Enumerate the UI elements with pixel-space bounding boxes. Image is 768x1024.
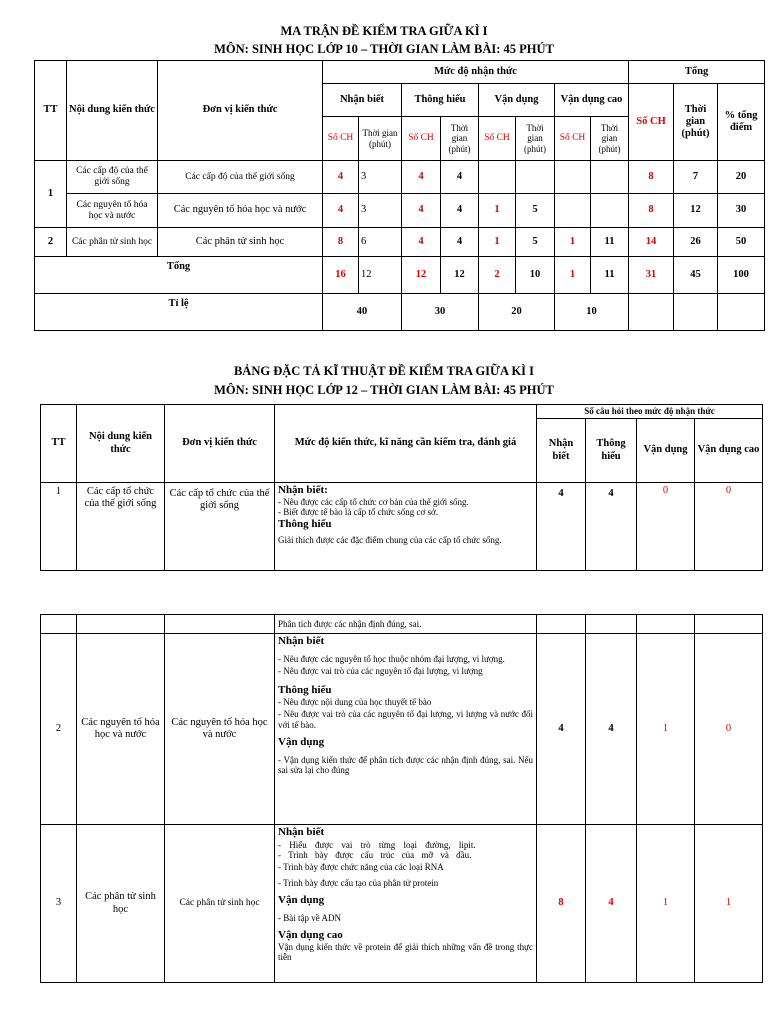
spec-cell-description <box>275 825 537 983</box>
matrix-cell-tong-thoigian: 12 <box>674 194 718 228</box>
spec-table-continued <box>40 614 763 983</box>
spec-header-thonghieu: Thông hiểu <box>586 419 637 483</box>
matrix-cell-noidung: Các cấp độ của thế giới sống <box>67 161 158 194</box>
matrix-cell-tt: 2 <box>35 228 67 257</box>
matrix-cell: 4 <box>402 194 441 228</box>
spec-title: BẢNG ĐẶC TẢ KĨ THUẬT ĐỀ KIỂM TRA GIỮA KÌ I <box>233 364 535 378</box>
spec-level-heading: Thông hiểu <box>278 684 332 697</box>
matrix-cell: 4 <box>323 194 359 228</box>
matrix-ratio-cell: 30 <box>402 294 479 331</box>
spec-cell-tt: 2 <box>41 634 77 825</box>
matrix-cell: 4 <box>441 161 479 194</box>
matrix-cell-noidung: Các phân tử sinh học <box>67 228 158 257</box>
spec-header-tt: TT <box>41 405 77 483</box>
matrix-title: MA TRẬN ĐỀ KIỂM TRA GIỮA KÌ I <box>280 24 488 38</box>
matrix-cell-tt: 1 <box>35 161 67 228</box>
matrix-level-nhanbiet: Nhận biết <box>323 84 402 117</box>
spec-line: - Hiểu được vai trò từng loại đường, lipit. <box>278 839 476 850</box>
spec-cell-vandung: 1 <box>637 825 695 983</box>
spec-level-heading: Thông hiểu <box>278 518 332 531</box>
matrix-total-cell: 12 <box>359 257 402 294</box>
matrix-cell <box>591 161 629 194</box>
spec-cell-description <box>275 615 537 634</box>
matrix-header-donvi: Đơn vị kiến thức <box>158 61 323 161</box>
matrix-cell: 3 <box>359 161 402 194</box>
matrix-cell: 11 <box>591 228 629 257</box>
spec-level-heading: Nhận biết <box>278 635 325 647</box>
spec-cell-tt: 1 <box>41 483 77 571</box>
matrix-soch-header: Số CH <box>323 117 359 161</box>
matrix-cell: 1 <box>479 194 516 228</box>
matrix-header-noidung: Nội dung kiến thức <box>67 61 158 161</box>
spec-table <box>40 404 763 571</box>
matrix-cell: 4 <box>441 194 479 228</box>
matrix-cell-tong-thoigian: 26 <box>674 228 718 257</box>
matrix-thoigian-header: Thời gian (phút) <box>516 117 555 161</box>
spec-cell-empty <box>695 615 763 634</box>
matrix-soch-header: Số CH <box>555 117 591 161</box>
spec-line: - Nêu được vai trò của các nguyên tố đại lượng, vi lượng và nước đối với tế bào. <box>278 709 533 730</box>
matrix-total-cell: 11 <box>591 257 629 294</box>
spec-level-heading: Vận dụng <box>278 894 325 907</box>
spec-cell-tt: 3 <box>41 825 77 983</box>
spec-cell-thonghieu: 4 <box>586 825 637 983</box>
matrix-cell <box>479 161 516 194</box>
spec-header-noidung: Nội dung kiến thức <box>77 405 165 483</box>
spec-line: - Biết được tế bào là cấp tổ chức sống cơ sở. <box>278 506 438 517</box>
matrix-cell: 3 <box>359 194 402 228</box>
matrix-cell-noidung: Các nguyên tố hóa học và nước <box>67 194 158 228</box>
spec-row <box>41 634 763 825</box>
spec-line: - Trình bày được cấu trúc của mỡ và dầu. <box>278 849 472 860</box>
spec-header-vandungcao: Vận dụng cao <box>695 419 763 483</box>
spec-line: - Trình bày được cấu tạo của phân tử protein <box>278 877 439 888</box>
spec-row <box>41 483 763 571</box>
spec-line: - Nêu được các cấp tổ chức cơ bản của thế giới sống. <box>278 496 469 507</box>
spec-cell-noidung: Các cấp tổ chức của thế giới sống <box>77 483 165 571</box>
spec-cell-vandung: 1 <box>637 634 695 825</box>
matrix-cell <box>555 161 591 194</box>
matrix-cell-tong-thoigian: 7 <box>674 161 718 194</box>
spec-header-donvi: Đơn vị kiến thức <box>165 405 275 483</box>
matrix-level-vandung: Vận dụng <box>479 84 555 117</box>
spec-cell-vandungcao: 1 <box>695 825 763 983</box>
spec-line: - Trình bày được chức năng của các loại RNA <box>278 862 444 873</box>
spec-row <box>41 615 763 634</box>
spec-row <box>41 825 763 983</box>
spec-cell-description <box>275 483 537 571</box>
spec-line: Phân tích được các nhận định đúng, sai. <box>278 618 422 629</box>
matrix-row <box>35 194 765 228</box>
spec-cell-empty <box>77 615 165 634</box>
matrix-header-tt: TT <box>35 61 67 161</box>
spec-header-mucdo: Mức độ kiến thức, kĩ năng cần kiểm tra, đánh giá <box>275 405 537 483</box>
matrix-ratio-label: Tỉ lệ <box>35 294 323 331</box>
matrix-thoigian-header: Thời gian (phút) <box>591 117 629 161</box>
matrix-cell-donvi: Các phân tử sinh học <box>158 228 323 257</box>
matrix-ratio-cell: 40 <box>323 294 402 331</box>
spec-line: Giải thích được các đặc điểm chung của các cấp tổ chức sống. <box>278 534 502 545</box>
matrix-cell: 5 <box>516 194 555 228</box>
spec-level-heading: Vận dụng cao <box>278 929 343 941</box>
spec-line: Vận dụng kiến thức về protein để giải thích những vấn đề trong thực tiễn <box>278 941 533 962</box>
matrix-ratio-cell: 20 <box>479 294 555 331</box>
spec-cell-empty <box>637 615 695 634</box>
matrix-total-cell: 16 <box>323 257 359 294</box>
matrix-soch-header: Số CH <box>479 117 516 161</box>
matrix-cell-tong-diem: 50 <box>718 228 765 257</box>
matrix-total-cell: 1 <box>555 257 591 294</box>
matrix-header-tong: Tổng <box>629 61 765 84</box>
matrix-cell-donvi: Các cấp độ của thế giới sống <box>158 161 323 194</box>
matrix-cell: 1 <box>479 228 516 257</box>
spec-level-heading: Nhận biết <box>278 826 325 838</box>
spec-cell-empty <box>537 615 586 634</box>
spec-cell-nhanbiet: 8 <box>537 825 586 983</box>
matrix-ratio-empty <box>674 294 718 331</box>
matrix-soch-header: Số CH <box>402 117 441 161</box>
matrix-ratio-empty <box>718 294 765 331</box>
matrix-row <box>35 161 765 194</box>
spec-cell-noidung: Các phân tử sinh học <box>77 825 165 983</box>
matrix-total-soch: 31 <box>629 257 674 294</box>
spec-cell-donvi: Các cấp tổ chức của thế giới sống <box>165 483 275 571</box>
spec-cell-nhanbiet: 4 <box>537 634 586 825</box>
spec-line: - Nêu được vai trò của các nguyên tố đại lượng, vi lượng <box>278 665 483 676</box>
matrix-total-label: Tổng <box>35 257 323 294</box>
spec-level-heading: Vận dụng <box>278 736 325 748</box>
matrix-table <box>34 60 765 331</box>
matrix-subtitle: MÔN: SINH HỌC LỚP 10 – THỜI GIAN LÀM BÀI: 45 PHÚT <box>214 42 554 56</box>
spec-cell-empty <box>41 615 77 634</box>
matrix-thoigian-header: Thời gian (phút) <box>359 117 402 161</box>
matrix-level-thonghieu: Thông hiểu <box>402 84 479 117</box>
spec-cell-noidung: Các nguyên tố hóa học và nước <box>77 634 165 825</box>
spec-line: - Vận dụng kiến thức để phân tích được các nhận định đúng, sai. Nếu sai sửa lại cho đúng <box>278 754 533 775</box>
matrix-cell: 1 <box>555 228 591 257</box>
spec-cell-thonghieu: 4 <box>586 634 637 825</box>
spec-cell-vandungcao: 0 <box>695 634 763 825</box>
spec-cell-thonghieu: 4 <box>586 483 637 571</box>
spec-cell-vandungcao: 0 <box>695 483 763 571</box>
matrix-thoigian-header: Thời gian (phút) <box>441 117 479 161</box>
matrix-cell-tong-soch: 14 <box>629 228 674 257</box>
matrix-cell: 4 <box>441 228 479 257</box>
matrix-total-thoigian: 45 <box>674 257 718 294</box>
spec-cell-empty <box>586 615 637 634</box>
matrix-cell <box>555 194 591 228</box>
matrix-cell-tong-soch: 8 <box>629 161 674 194</box>
spec-cell-donvi: Các nguyên tố hóa học và nước <box>165 634 275 825</box>
matrix-tong-thoigian-header: Thời gian (phút) <box>674 84 718 161</box>
spec-cell-empty <box>165 615 275 634</box>
matrix-header-mucdo: Mức độ nhận thức <box>323 61 629 84</box>
spec-line: - Nêu được các nguyên tố học thuộc nhóm đại lượng, vi lượng. <box>278 653 505 664</box>
matrix-total-cell: 12 <box>441 257 479 294</box>
matrix-total-row <box>35 257 765 294</box>
matrix-row <box>35 228 765 257</box>
spec-header-socau: Số câu hỏi theo mức độ nhận thức <box>537 405 763 419</box>
matrix-total-diem: 100 <box>718 257 765 294</box>
spec-cell-donvi: Các phân tử sinh học <box>165 825 275 983</box>
matrix-cell: 4 <box>402 228 441 257</box>
matrix-total-cell: 10 <box>516 257 555 294</box>
spec-subtitle: MÔN: SINH HỌC LỚP 12 – THỜI GIAN LÀM BÀI: 45 PHÚT <box>214 383 554 397</box>
spec-level-heading: Nhận biết: <box>278 484 328 496</box>
matrix-total-cell: 2 <box>479 257 516 294</box>
matrix-cell: 8 <box>323 228 359 257</box>
spec-line: - Nêu được nội dung của học thuyết tế bào <box>278 696 432 707</box>
matrix-cell <box>516 161 555 194</box>
matrix-cell: 5 <box>516 228 555 257</box>
matrix-cell-tong-diem: 20 <box>718 161 765 194</box>
matrix-cell-tong-diem: 30 <box>718 194 765 228</box>
matrix-level-vandungcao: Vận dụng cao <box>555 84 629 117</box>
matrix-tong-diem-header: % tổng điểm <box>718 84 765 161</box>
spec-header-nhanbiet: Nhận biết <box>537 419 586 483</box>
spec-cell-description <box>275 634 537 825</box>
matrix-tong-soch-header: Số CH <box>629 84 674 161</box>
spec-line: - Bài tập về ADN <box>278 912 341 923</box>
spec-header-vandung: Vận dụng <box>637 419 695 483</box>
matrix-ratio-row <box>35 294 765 331</box>
spec-cell-nhanbiet: 4 <box>537 483 586 571</box>
matrix-ratio-empty <box>629 294 674 331</box>
matrix-cell-donvi: Các nguyên tố hóa học và nước <box>158 194 323 228</box>
matrix-cell: 4 <box>323 161 359 194</box>
matrix-cell: 4 <box>402 161 441 194</box>
matrix-ratio-cell: 10 <box>555 294 629 331</box>
matrix-cell: 6 <box>359 228 402 257</box>
matrix-total-cell: 12 <box>402 257 441 294</box>
matrix-cell <box>591 194 629 228</box>
spec-cell-vandung: 0 <box>637 483 695 571</box>
matrix-cell-tong-soch: 8 <box>629 194 674 228</box>
